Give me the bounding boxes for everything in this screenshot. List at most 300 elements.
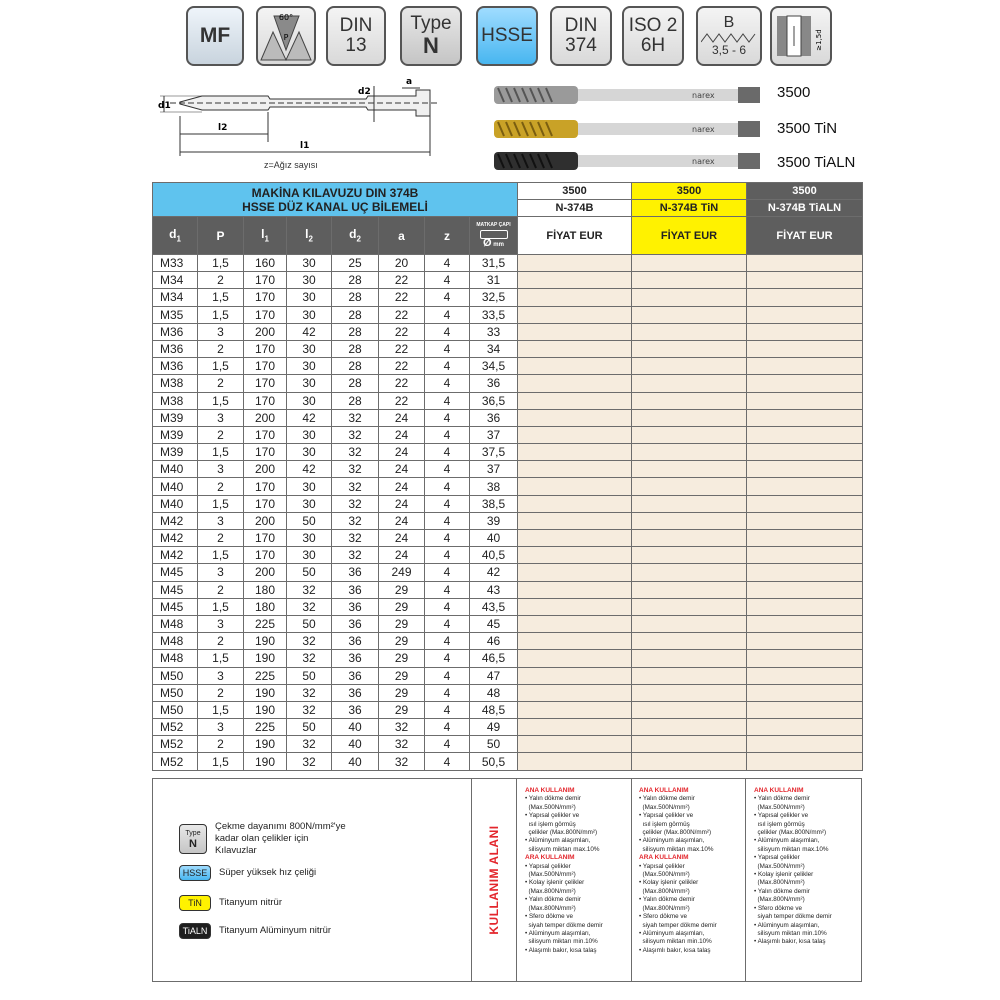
cell-d2: 28 [332, 289, 379, 306]
product-image-3500-tin [492, 114, 762, 144]
price-cell-3500[interactable] [518, 701, 632, 718]
cell-drill-diameter: 34 [470, 340, 518, 357]
table-body [153, 183, 863, 771]
usage-tialn-main-title: ANA KULLANIM [754, 787, 804, 794]
cell-l2: 30 [287, 530, 332, 547]
table-row [153, 272, 863, 289]
legend [153, 779, 471, 981]
cell-p: 2 [198, 581, 244, 598]
cell-drill-diameter: 40,5 [470, 547, 518, 564]
price-cell-3500[interactable] [518, 667, 632, 684]
table-row [153, 564, 863, 581]
cell-l1: 170 [244, 495, 287, 512]
cell-d1: M52 [153, 736, 198, 753]
price-cell-3500[interactable] [518, 547, 632, 564]
cell-l1: 190 [244, 684, 287, 701]
type-value: N [423, 33, 439, 59]
price-cell-3500-tialn[interactable] [747, 375, 863, 392]
tin-legend-icon: TiN [179, 895, 211, 911]
price-cell-3500[interactable] [518, 615, 632, 632]
price-cell-3500[interactable] [518, 306, 632, 323]
col-header-d1: $d_1$ [153, 217, 198, 255]
chamfer-label: B [723, 14, 735, 32]
price-cell-3500-tialn[interactable] [747, 323, 863, 340]
cell-l2: 30 [287, 444, 332, 461]
legend-item-type-n [179, 821, 346, 857]
cell-a: 24 [379, 495, 425, 512]
price-cell-3500-tialn[interactable] [747, 426, 863, 443]
cell-l1: 170 [244, 444, 287, 461]
cell-d1: M36 [153, 358, 198, 375]
cell-l1: 170 [244, 272, 287, 289]
cell-l1: 200 [244, 512, 287, 529]
price-cell-3500[interactable] [518, 581, 632, 598]
cell-p: 1,5 [198, 547, 244, 564]
table-row [153, 598, 863, 615]
svg-text:narex: narex [692, 125, 715, 134]
price-cell-3500-tialn[interactable] [747, 461, 863, 478]
cell-l2: 32 [287, 650, 332, 667]
cell-l1: 170 [244, 375, 287, 392]
price-cell-3500[interactable] [518, 426, 632, 443]
price-cell-3500-tin[interactable] [632, 392, 747, 409]
cell-l2: 30 [287, 478, 332, 495]
hsse-legend-icon: HSSE [179, 865, 211, 881]
price-cell-3500-tin[interactable] [632, 512, 747, 529]
legend-item-tialn [179, 923, 331, 939]
cell-l1: 180 [244, 581, 287, 598]
product-header-code-3500-tialn: N-374B TiALN [747, 200, 863, 217]
cell-d2: 36 [332, 684, 379, 701]
cell-d1: M38 [153, 392, 198, 409]
cell-p: 1,5 [198, 495, 244, 512]
cell-l2: 32 [287, 684, 332, 701]
price-cell-3500-tialn[interactable] [747, 495, 863, 512]
price-cell-3500[interactable] [518, 530, 632, 547]
product-label-3500: 3500 [777, 84, 811, 101]
price-cell-3500-tialn[interactable] [747, 581, 863, 598]
cell-d2: 28 [332, 392, 379, 409]
col-header-d2: $d_2$ [332, 217, 379, 255]
cell-d1: M36 [153, 340, 198, 357]
cell-l2: 30 [287, 426, 332, 443]
price-cell-3500-tin[interactable] [632, 736, 747, 753]
legend-item-tin [179, 895, 282, 911]
price-cell-3500[interactable] [518, 358, 632, 375]
usage-column-3500-tin [631, 779, 746, 981]
price-header-3500-tin: FİYAT EUR [632, 217, 747, 255]
table-row [153, 358, 863, 375]
cell-d2: 36 [332, 564, 379, 581]
price-cell-3500[interactable] [518, 272, 632, 289]
price-cell-3500-tialn[interactable] [747, 478, 863, 495]
price-cell-3500[interactable] [518, 736, 632, 753]
price-cell-3500[interactable] [518, 650, 632, 667]
price-cell-3500-tin[interactable] [632, 409, 747, 426]
price-cell-3500-tialn[interactable] [747, 444, 863, 461]
cell-d2: 36 [332, 598, 379, 615]
cell-p: 1,5 [198, 255, 244, 272]
cell-d1: M36 [153, 323, 198, 340]
cell-z: 4 [425, 684, 470, 701]
iso-badge [622, 6, 684, 66]
cell-l1: 190 [244, 701, 287, 718]
usage-3500-secondary-title: ARA KULLANIM [525, 854, 575, 862]
cell-l2: 30 [287, 392, 332, 409]
iso-line2: 6H [640, 35, 666, 56]
cell-p: 2 [198, 340, 244, 357]
price-cell-3500-tin[interactable] [632, 426, 747, 443]
cell-p: 1,5 [198, 753, 244, 770]
cell-l1: 160 [244, 255, 287, 272]
price-cell-3500-tin[interactable] [632, 375, 747, 392]
cell-drill-diameter: 48 [470, 684, 518, 701]
price-cell-3500-tialn[interactable] [747, 564, 863, 581]
cell-z: 4 [425, 358, 470, 375]
price-cell-3500-tialn[interactable] [747, 272, 863, 289]
cell-z: 4 [425, 564, 470, 581]
cell-l2: 42 [287, 323, 332, 340]
price-cell-3500-tin[interactable] [632, 598, 747, 615]
table-row [153, 461, 863, 478]
usage-3500-main-title: ANA KULLANIM [525, 787, 575, 794]
cell-d1: M34 [153, 272, 198, 289]
thread-profile-icon [259, 10, 313, 62]
price-cell-3500[interactable] [518, 444, 632, 461]
cell-a: 22 [379, 375, 425, 392]
price-cell-3500-tialn[interactable] [747, 598, 863, 615]
cell-a: 20 [379, 255, 425, 272]
d1-label: d1 [158, 101, 171, 111]
price-cell-3500-tialn[interactable] [747, 753, 863, 770]
tialn-legend-icon: TiALN [179, 923, 211, 939]
price-cell-3500[interactable] [518, 564, 632, 581]
price-cell-3500-tialn[interactable] [747, 512, 863, 529]
cell-p: 2 [198, 426, 244, 443]
cell-l2: 50 [287, 512, 332, 529]
cell-z: 4 [425, 409, 470, 426]
usage-area-label [471, 779, 517, 981]
cell-p: 3 [198, 512, 244, 529]
cell-z: 4 [425, 323, 470, 340]
price-cell-3500[interactable] [518, 719, 632, 736]
price-cell-3500-tialn[interactable] [747, 289, 863, 306]
feature-badges [186, 6, 836, 68]
cell-a: 22 [379, 392, 425, 409]
product-header-code-3500: N-374B [518, 200, 632, 217]
chamfer-badge [696, 6, 762, 66]
price-cell-3500[interactable] [518, 340, 632, 357]
cell-z: 4 [425, 581, 470, 598]
cell-l2: 30 [287, 495, 332, 512]
price-cell-3500-tin[interactable] [632, 615, 747, 632]
price-cell-3500-tin[interactable] [632, 650, 747, 667]
price-cell-3500-tialn[interactable] [747, 633, 863, 650]
price-cell-3500-tin[interactable] [632, 255, 747, 272]
table-row [153, 375, 863, 392]
cell-l2: 30 [287, 375, 332, 392]
cell-l1: 225 [244, 667, 287, 684]
price-cell-3500[interactable] [518, 461, 632, 478]
iso-line1: ISO 2 [628, 15, 678, 37]
cell-drill-diameter: 46,5 [470, 650, 518, 667]
col-header-p: P [198, 217, 244, 255]
price-cell-3500-tin[interactable] [632, 340, 747, 357]
price-cell-3500[interactable] [518, 684, 632, 701]
cell-d2: 32 [332, 495, 379, 512]
cell-a: 24 [379, 409, 425, 426]
price-cell-3500-tin[interactable] [632, 530, 747, 547]
price-cell-3500-tin[interactable] [632, 289, 747, 306]
legend-text-tin: Titanyum nitrür [219, 897, 282, 908]
l1-label: l1 [300, 141, 310, 151]
price-cell-3500-tin[interactable] [632, 358, 747, 375]
cell-z: 4 [425, 667, 470, 684]
cell-p: 1,5 [198, 358, 244, 375]
cell-d1: M45 [153, 581, 198, 598]
price-cell-3500-tialn[interactable] [747, 340, 863, 357]
cell-l1: 170 [244, 478, 287, 495]
price-cell-3500-tin[interactable] [632, 444, 747, 461]
cell-d2: 32 [332, 530, 379, 547]
cell-drill-diameter: 38 [470, 478, 518, 495]
usage-tin-main-title: ANA KULLANIM [639, 787, 689, 794]
cell-z: 4 [425, 736, 470, 753]
a-label: a [406, 77, 413, 87]
cell-drill-diameter: 31,5 [470, 255, 518, 272]
cell-d2: 28 [332, 340, 379, 357]
price-cell-3500-tin[interactable] [632, 684, 747, 701]
price-cell-3500-tin[interactable] [632, 719, 747, 736]
price-cell-3500-tin[interactable] [632, 633, 747, 650]
cell-l2: 30 [287, 306, 332, 323]
cell-z: 4 [425, 478, 470, 495]
table-title-line2: HSSE DÜZ KANAL UÇ BİLEMELİ [242, 199, 428, 214]
cell-z: 4 [425, 598, 470, 615]
cell-d1: M45 [153, 564, 198, 581]
price-cell-3500-tialn[interactable] [747, 392, 863, 409]
cell-a: 22 [379, 340, 425, 357]
cell-p: 2 [198, 736, 244, 753]
product-header-name-3500: 3500 [518, 183, 632, 200]
price-cell-3500-tin[interactable] [632, 461, 747, 478]
cell-a: 24 [379, 444, 425, 461]
price-cell-3500-tialn[interactable] [747, 530, 863, 547]
price-cell-3500-tin[interactable] [632, 323, 747, 340]
price-cell-3500[interactable] [518, 375, 632, 392]
product-label-3500-tin: 3500 TiN [777, 120, 838, 137]
legend-text-tialn: Titanyum Alüminyum nitrür [219, 925, 332, 936]
price-cell-3500-tialn[interactable] [747, 306, 863, 323]
price-cell-3500-tin[interactable] [632, 667, 747, 684]
price-cell-3500[interactable] [518, 323, 632, 340]
cell-p: 3 [198, 409, 244, 426]
table-row [153, 426, 863, 443]
cell-d1: M40 [153, 495, 198, 512]
cell-d2: 32 [332, 547, 379, 564]
usage-3500-main-body: • Yalın dökme demir (Max.500N/mm²) • Yapısal çelikler ve ısıl işlem görmüş çelikler (Max.800N/mm²) • Alüminyum alaşımları, silisyum miktarı max.10% [525, 795, 600, 853]
product-header-name-3500-tin: 3500 [632, 183, 747, 200]
price-cell-3500[interactable] [518, 392, 632, 409]
price-cell-3500-tin[interactable] [632, 306, 747, 323]
table-row [153, 306, 863, 323]
price-header-3500: FİYAT EUR [518, 217, 632, 255]
cell-z: 4 [425, 289, 470, 306]
price-cell-3500-tialn[interactable] [747, 547, 863, 564]
table-row [153, 667, 863, 684]
cell-drill-diameter: 47 [470, 667, 518, 684]
table-row [153, 478, 863, 495]
cell-d1: M50 [153, 701, 198, 718]
cell-p: 3 [198, 564, 244, 581]
cell-d2: 32 [332, 461, 379, 478]
col-header-drill-diameter [470, 217, 518, 255]
cell-d1: M34 [153, 289, 198, 306]
table-row [153, 547, 863, 564]
cell-a: 29 [379, 650, 425, 667]
price-cell-3500[interactable] [518, 753, 632, 770]
price-cell-3500-tialn[interactable] [747, 409, 863, 426]
cell-drill-diameter: 50 [470, 736, 518, 753]
cell-drill-diameter: 45 [470, 615, 518, 632]
price-cell-3500[interactable] [518, 255, 632, 272]
cell-d1: M52 [153, 719, 198, 736]
price-cell-3500[interactable] [518, 633, 632, 650]
price-cell-3500-tin[interactable] [632, 547, 747, 564]
svg-text:narex: narex [692, 157, 715, 166]
cell-z: 4 [425, 426, 470, 443]
cell-d1: M45 [153, 598, 198, 615]
cell-z: 4 [425, 306, 470, 323]
cell-p: 3 [198, 719, 244, 736]
cell-l2: 42 [287, 461, 332, 478]
price-cell-3500[interactable] [518, 289, 632, 306]
cell-drill-diameter: 37 [470, 461, 518, 478]
l2-label: l2 [218, 123, 228, 133]
cell-d2: 32 [332, 409, 379, 426]
price-cell-3500[interactable] [518, 495, 632, 512]
cell-l2: 32 [287, 633, 332, 650]
price-cell-3500-tin[interactable] [632, 564, 747, 581]
cell-d1: M48 [153, 633, 198, 650]
price-cell-3500-tin[interactable] [632, 272, 747, 289]
cell-z: 4 [425, 461, 470, 478]
cell-d1: M52 [153, 753, 198, 770]
hole-depth-label: ≥1,5d [815, 29, 823, 51]
cell-l1: 190 [244, 633, 287, 650]
cell-a: 24 [379, 478, 425, 495]
cell-d2: 28 [332, 306, 379, 323]
cell-d1: M42 [153, 512, 198, 529]
table-row [153, 633, 863, 650]
usage-area-text: KULLANIM ALANI [487, 825, 501, 935]
cell-d2: 28 [332, 323, 379, 340]
type-n-badge [400, 6, 462, 66]
cell-p: 1,5 [198, 701, 244, 718]
cell-d1: M39 [153, 426, 198, 443]
cell-l2: 50 [287, 667, 332, 684]
cell-a: 29 [379, 684, 425, 701]
table-row [153, 736, 863, 753]
price-cell-3500-tialn[interactable] [747, 358, 863, 375]
cell-l1: 170 [244, 340, 287, 357]
d2-label: d2 [358, 87, 371, 97]
cell-d1: M42 [153, 547, 198, 564]
table-row [153, 650, 863, 667]
cell-a: 22 [379, 272, 425, 289]
cell-z: 4 [425, 340, 470, 357]
cell-drill-diameter: 40 [470, 530, 518, 547]
din374-badge [550, 6, 612, 66]
cell-d2: 25 [332, 255, 379, 272]
table-row [153, 753, 863, 770]
col-header-l1: $l_1$ [244, 217, 287, 255]
price-cell-3500-tin[interactable] [632, 701, 747, 718]
legend-item-hsse [179, 865, 316, 881]
price-cell-3500-tialn[interactable] [747, 736, 863, 753]
cell-p: 3 [198, 667, 244, 684]
cell-d1: M50 [153, 684, 198, 701]
cell-z: 4 [425, 375, 470, 392]
price-cell-3500[interactable] [518, 512, 632, 529]
cell-z: 4 [425, 530, 470, 547]
cell-l2: 32 [287, 581, 332, 598]
cell-d1: M39 [153, 444, 198, 461]
price-cell-3500-tialn[interactable] [747, 667, 863, 684]
product-header-code-3500-tin: N-374B TiN [632, 200, 747, 217]
cell-a: 24 [379, 547, 425, 564]
drill-diameter-caption: MATKAP ÇAPI [476, 222, 511, 228]
cell-l1: 225 [244, 615, 287, 632]
table-row [153, 323, 863, 340]
cell-l1: 225 [244, 719, 287, 736]
cell-a: 32 [379, 753, 425, 770]
price-cell-3500-tialn[interactable] [747, 615, 863, 632]
price-cell-3500-tin[interactable] [632, 478, 747, 495]
price-cell-3500[interactable] [518, 409, 632, 426]
price-cell-3500-tialn[interactable] [747, 719, 863, 736]
price-cell-3500-tin[interactable] [632, 753, 747, 770]
price-cell-3500-tialn[interactable] [747, 684, 863, 701]
cell-d2: 36 [332, 633, 379, 650]
mf-badge [186, 6, 244, 66]
thread-angle-label: 60° [278, 13, 294, 22]
cell-drill-diameter: 36 [470, 375, 518, 392]
cell-z: 4 [425, 650, 470, 667]
cell-p: 1,5 [198, 289, 244, 306]
price-cell-3500-tin[interactable] [632, 581, 747, 598]
price-cell-3500-tialn[interactable] [747, 255, 863, 272]
price-cell-3500-tin[interactable] [632, 495, 747, 512]
cell-d1: M40 [153, 478, 198, 495]
cell-a: 29 [379, 598, 425, 615]
price-cell-3500-tialn[interactable] [747, 701, 863, 718]
cell-d1: M35 [153, 306, 198, 323]
usage-tin-secondary-title: ARA KULLANIM [639, 854, 689, 862]
usage-tin-secondary-body: • Yapısal çelikler (Max.500N/mm²) • Kolay işlenir çelikler (Max.800N/mm²) • Yalın dökme demir (Max.800N/mm²) • Sfero dökme ve siyah temper dökme demir • Alüminyum alaşımları, silisyum miktarı min.10% • Alaşımlı bakır, kısa talaş [639, 862, 717, 954]
usage-section [152, 778, 862, 982]
price-cell-3500-tialn[interactable] [747, 650, 863, 667]
din13-badge [326, 6, 386, 66]
table-row [153, 512, 863, 529]
table-row [153, 495, 863, 512]
price-cell-3500[interactable] [518, 598, 632, 615]
cell-d2: 32 [332, 478, 379, 495]
price-cell-3500[interactable] [518, 478, 632, 495]
cell-z: 4 [425, 701, 470, 718]
cell-p: 2 [198, 478, 244, 495]
cell-drill-diameter: 36,5 [470, 392, 518, 409]
